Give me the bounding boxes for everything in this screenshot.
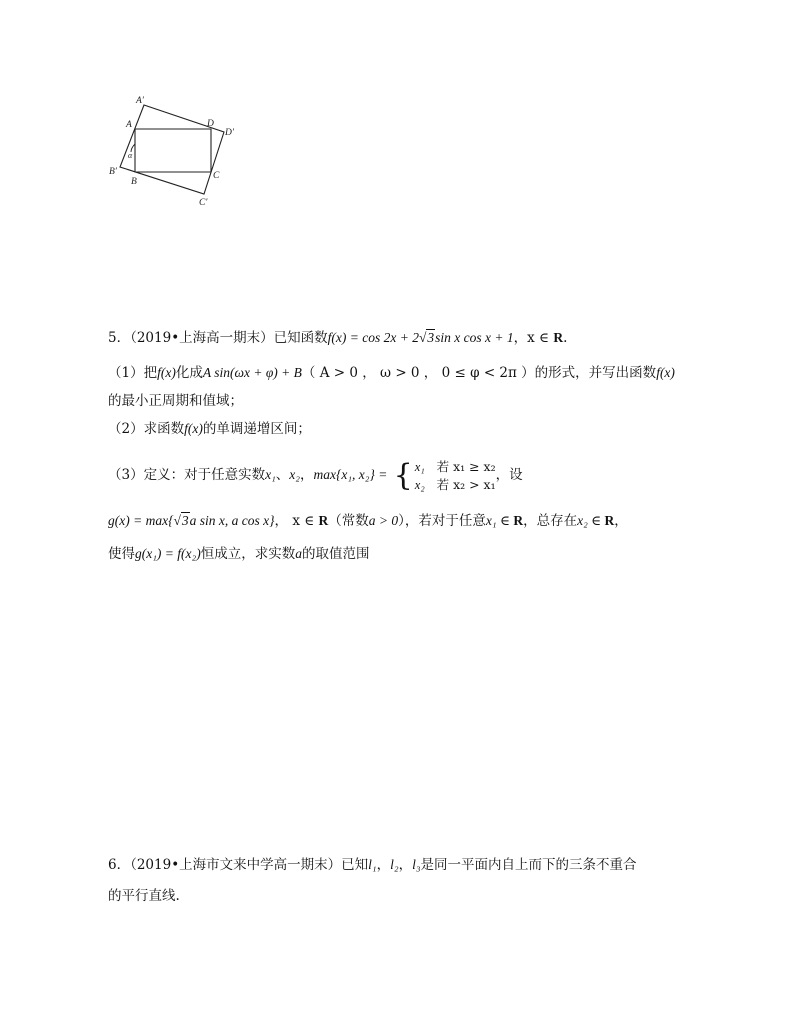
q6-source: （2019•上海市文来中学高一期末）已知 — [130, 857, 369, 873]
q5-p1-form: A sin(ωx + φ) + B — [202, 365, 302, 380]
q6-text: 是同一平面内自上而下的三条不重合 — [420, 857, 637, 873]
q5-g-d: ，总存在 — [523, 513, 578, 529]
case2-value: x₂ — [414, 477, 425, 492]
q5-g-reals: R — [318, 513, 329, 528]
q6-c2: ， — [398, 857, 413, 873]
q5-p3-b: ，设 — [495, 467, 523, 483]
q5-last-a: 使得 — [108, 546, 135, 562]
q5-g-reals3: R — [604, 513, 615, 528]
piecewise-cases — [415, 458, 496, 494]
q5-p1-b: 化成 — [175, 365, 203, 381]
q5-p3-max: max{x₁, x₂} = — [313, 467, 388, 482]
q5-g-def-a: g(x) = max{ — [108, 513, 174, 528]
q6-stem — [108, 856, 637, 874]
q5-g-reals2: R — [513, 513, 524, 528]
piecewise-brace: { — [393, 457, 413, 493]
q6-line2-text: 的平行直线. — [108, 888, 180, 904]
label-c-prime: C′ — [199, 198, 208, 208]
q5-number: 5． — [108, 330, 131, 346]
q5-last-b: 恒成立，求实数 — [200, 546, 296, 562]
label-a: A — [126, 120, 132, 130]
label-b: B — [131, 177, 137, 187]
q6-number: 6． — [108, 857, 131, 873]
q5-g-a: a > 0 — [368, 513, 399, 528]
q5-last-eq: g(x₁) = f(x₂) — [135, 546, 201, 561]
label-b-prime: B′ — [109, 167, 117, 177]
case1-cond: 若 x₁ ≥ x₂ — [436, 458, 496, 474]
q5-p3-comma: ， — [299, 467, 314, 483]
q5-part1-line2 — [108, 392, 243, 410]
label-d-prime: D′ — [225, 128, 234, 138]
label-a-prime: A′ — [136, 96, 144, 106]
q5-g-e: ， — [614, 513, 628, 529]
q5-p2-f: f(x) — [184, 421, 203, 436]
q5-source: （2019•上海高一期末）已知函数 — [130, 330, 328, 346]
q5-part3-line1 — [108, 455, 523, 495]
case1-value: x₁ — [414, 459, 425, 474]
q5-p1-f2: f(x) — [656, 365, 675, 380]
q5-sqrt3: 3 — [427, 330, 435, 345]
q5-stem: 5．（2019•上海高一期末）已知函数f(x) = cos 2x + 2√3sin x cos x + 1，x ∈ R. — [108, 330, 568, 346]
q5-f-def: f(x) = cos 2x + 2 — [327, 330, 419, 345]
label-d: D — [207, 119, 214, 129]
q5-p2-a: （2）求函数 — [108, 421, 185, 437]
q5-g-sqrt: 3 — [181, 513, 189, 528]
q5-g-x1: x₁ ∈ — [485, 513, 514, 528]
q5-dot: . — [563, 330, 568, 346]
q5-g-x2: x₂ ∈ — [577, 513, 605, 528]
label-c: C — [213, 171, 220, 181]
q6-l2: l₂ — [390, 857, 399, 872]
q6-l3: l₃ — [412, 857, 421, 872]
q5-g-c: ），若对于任意 — [398, 513, 486, 529]
q5-part2 — [108, 420, 311, 438]
q5-p2-b: 的单调递增区间； — [202, 421, 311, 437]
q5-last-c: 的取值范围 — [301, 546, 370, 562]
q6-c1: ， — [376, 857, 391, 873]
q5-p3-x1: x₁ — [265, 467, 276, 482]
q5-part3-line3 — [108, 545, 369, 563]
q5-f-tail: sin x cos x + 1 — [435, 330, 514, 345]
q5-p1-f: f(x) — [157, 365, 176, 380]
q5-last-var: a — [295, 546, 302, 561]
q5-reals: R — [553, 330, 564, 345]
q5-p1-cond: （ A > 0 ， ω > 0 ， 0 ≤ φ < 2π ）的形式，并写出函数 — [301, 365, 657, 381]
rectangle-rotation-figure — [105, 92, 245, 208]
q5-p3-a: （3）定义：对于任意实数 — [108, 467, 266, 483]
q5-p1-c: 的最小正周期和值域； — [108, 393, 243, 409]
q6-l1: l₁ — [368, 857, 377, 872]
q5-part1-line1 — [108, 364, 675, 382]
label-alpha: α — [128, 151, 133, 160]
case2-cond: 若 x₂ > x₁ — [436, 476, 496, 492]
q5-g-const: （常数 — [328, 513, 369, 529]
rectangle-abcd — [135, 129, 211, 172]
q6-line2 — [108, 887, 180, 905]
q5-p3-sep: 、 — [275, 467, 290, 483]
q5-g-dom: ， x ∈ — [274, 513, 319, 529]
q5-g-def-b: a sin x, a cos x} — [189, 513, 275, 528]
q5-p1-a: （1）把 — [108, 365, 158, 381]
q5-domain: ，x ∈ — [513, 330, 554, 346]
q5-p3-x2: x₂ — [289, 467, 300, 482]
q5-part3-line2: g(x) = max{√3a sin x, a cos x}， x ∈ R（常数a > 0），若对于任意x₁ ∈ R，总存在x₂ ∈ R， — [108, 513, 628, 529]
